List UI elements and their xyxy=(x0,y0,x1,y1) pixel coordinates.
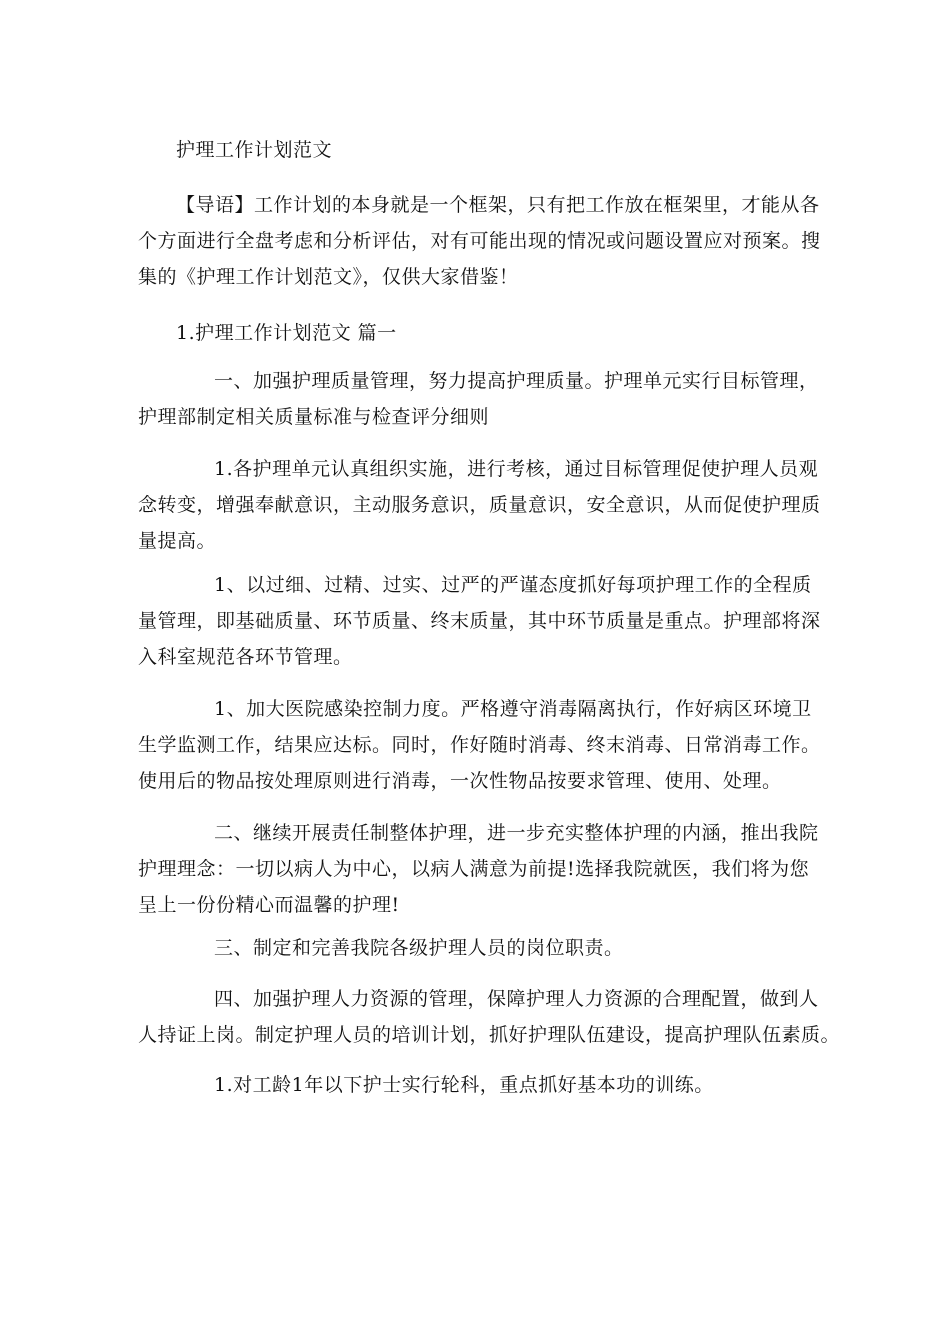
paragraph-sub-2-line: 1、以过细、过精、过实、过严的严谨态度抓好每项护理工作的全程质 xyxy=(214,574,812,596)
paragraph-item-four-line: 四、加强护理人力资源的管理，保障护理人力资源的合理配置，做到人 xyxy=(214,988,819,1010)
paragraph-sub-3-line: 使用后的物品按处理原则进行消毒，一次性物品按要求管理、使用、处理。 xyxy=(138,770,782,792)
paragraph-item-one-line: 一、加强护理质量管理，努力提高护理质量。护理单元实行目标管理， xyxy=(214,370,819,392)
paragraph-intro-line: 集的《护理工作计划范文》，仅供大家借鉴！ xyxy=(138,266,519,288)
paragraph-item-two-line: 护理理念：一切以病人为中心，以病人满意为前提!选择我院就医，我们将为您 xyxy=(138,858,810,880)
paragraph-sub-4-line: 1.对工龄1年以下护士实行轮科，重点抓好基本功的训练。 xyxy=(214,1074,714,1096)
paragraph-item-two-line: 呈上一份份精心而温馨的护理! xyxy=(138,894,400,916)
document-title: 护理工作计划范文 xyxy=(176,139,333,161)
paragraph-sub-3-line: 1、加大医院感染控制力度。严格遵守消毒隔离执行，作好病区环境卫 xyxy=(214,698,812,720)
paragraph-sub-1-line: 量提高。 xyxy=(138,530,217,552)
paragraph-sub-2-line: 量管理，即基础质量、环节质量、终末质量，其中环节质量是重点。护理部将深 xyxy=(138,610,821,632)
paragraph-intro-line: 个方面进行全盘考虑和分析评估，对有可能出现的情况或问题设置应对预案。搜 xyxy=(138,230,821,252)
paragraph-section-heading-1-line: 1.护理工作计划范文 篇一 xyxy=(176,322,397,344)
paragraph-item-three-line: 三、制定和完善我院各级护理人员的岗位职责。 xyxy=(214,937,624,959)
paragraph-sub-3-line: 生学监测工作，结果应达标。同时，作好随时消毒、终末消毒、日常消毒工作。 xyxy=(138,734,821,756)
paragraph-item-two-line: 二、继续开展责任制整体护理，进一步充实整体护理的内涵，推出我院 xyxy=(214,822,819,844)
paragraph-sub-1-line: 1.各护理单元认真组织实施，进行考核，通过目标管理促使护理人员观 xyxy=(214,458,819,480)
paragraph-sub-1-line: 念转变，增强奉献意识，主动服务意识，质量意识，安全意识，从而促使护理质 xyxy=(138,494,821,516)
paragraph-intro-line: 【导语】工作计划的本身就是一个框架，只有把工作放在框架里，才能从各 xyxy=(176,194,820,216)
paragraph-item-one-line: 护理部制定相关质量标准与检查评分细则 xyxy=(138,406,490,428)
paragraph-item-four-line: 人持证上岗。制定护理人员的培训计划，抓好护理队伍建设，提高护理队伍素质。 xyxy=(138,1024,841,1046)
paragraph-sub-2-line: 入科室规范各环节管理。 xyxy=(138,646,353,668)
